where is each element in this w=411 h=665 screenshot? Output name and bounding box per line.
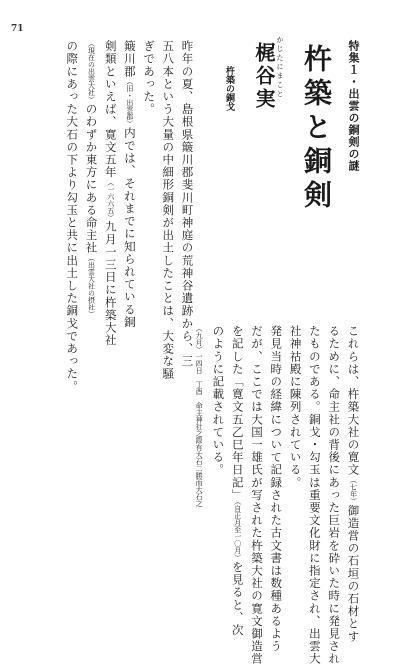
lower-text: を記した「寛文五乙巳年日記」 (230, 325, 245, 502)
upper-text: （一六六五） (106, 178, 115, 221)
lower-text: のように記載されている。 (211, 325, 226, 477)
lower-column (231, 325, 243, 637)
upper-text: の際にあった大石の下より勾玉と共に出土した銅戈であった。 (65, 40, 80, 393)
upper-text: 剣類といえば、寛文五年 (103, 40, 118, 179)
lower-text: （九月）一四日 丁酉 命主神社之際有大石二勝而大石之 (195, 325, 204, 507)
page-number: 71 (11, 24, 24, 34)
author-ruby: かじたにまこと (276, 36, 284, 99)
lower-text: たものである。銅戈・勾玉は重要文化財に指定され、出雲大 (307, 325, 322, 665)
upper-column (123, 40, 135, 328)
lower-column (347, 325, 359, 643)
upper-text: 九月一三日に杵築大社 (103, 220, 118, 347)
lower-column (270, 325, 282, 653)
lower-text: 発見当時の経緯について記録された古文書は数種あるよう (269, 325, 284, 653)
lower-text: これらは、杵築大社の寛文 (346, 325, 361, 477)
upper-text: 簸川郡 (122, 40, 137, 78)
section-heading: 杵築の銅戈 (224, 66, 234, 111)
upper-text: （出雲大社の摂社） (87, 254, 96, 318)
lower-text: を見ると、次 (230, 560, 245, 637)
upper-column (66, 40, 78, 393)
author-name: 梶谷実 (252, 42, 276, 111)
upper-text: （旧・出雲郡） (125, 77, 134, 127)
lower-column (289, 325, 301, 489)
lower-text: だが、ここでは大国一雄氏が写された杵築大社の寛文御造営 (250, 325, 264, 665)
upper-column (85, 40, 97, 317)
upper-text: ぎであった。 (142, 40, 157, 116)
lower-column (193, 325, 205, 507)
upper-text: のわずか東方にある命主社 (84, 103, 99, 255)
lower-text: るために、命主社の背後にあった巨岩を砕いた時に発見され (327, 325, 342, 665)
lower-column (308, 325, 320, 665)
upper-text: 五八本という大量の中細形銅剣が出土したことは、大変な騒 (161, 40, 176, 381)
article-title: 杵築と銅剣 (300, 44, 333, 214)
upper-column (143, 40, 155, 116)
lower-text: （七年） (349, 476, 358, 505)
upper-text: 内では、それまでに知られている銅 (122, 126, 137, 329)
upper-text: （現在の出雲大社） (87, 40, 96, 103)
lower-column (251, 325, 263, 665)
lower-text: 社神祜殿に陳列されている。 (288, 325, 303, 489)
upper-column (162, 40, 174, 380)
series-label: 特集１・出雲の銅剣の謎 (347, 40, 360, 172)
upper-column (181, 40, 193, 368)
lower-column (212, 325, 224, 476)
upper-column (104, 40, 116, 347)
lower-text: （自正月至一〇月） (233, 501, 242, 561)
lower-text: 御造営の石垣の石材とす (346, 504, 361, 643)
upper-text: 昨年の夏、島根県簸川郡斐川町神庭の荒神谷遺跡から、三 (180, 40, 195, 368)
lower-column (328, 325, 340, 665)
